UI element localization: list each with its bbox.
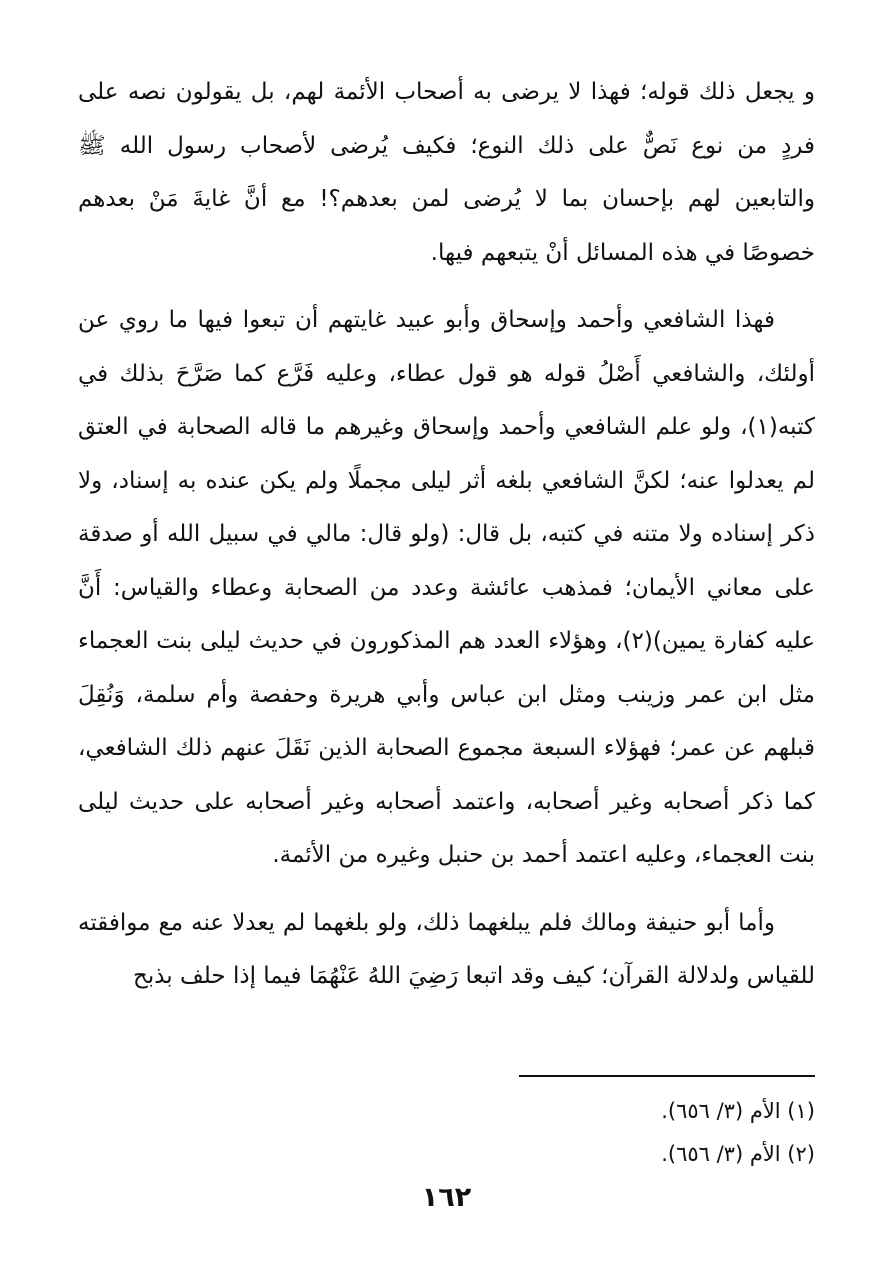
footnote-1: (١) الأم (٣/ ٦٥٦). [661,1099,815,1123]
page-number: ١٦٢ [421,1182,472,1213]
footnotes [415,1090,815,1176]
paragraph-2: فهذا الشافعي وأحمد وإسحاق وأبو عبيد غايتهم أن تبعوا فيها ما روي عن أولئك، والشافعي أَصْلُ قوله هو قول عطاء، وعليه فَرَّع كما صَرَّحَ بذلك في كتبه(١)، ولو علم الشافعي وأحمد وإسحاق وغيرهم ما قاله الصحابة في العتق لم يعدلوا عنه؛ لكنَّ الشافعي بلغه أثر ليلى مجملًا ولم يكن عنده به إسناد، ولا ذكر إسناده ولا متنه في كتبه، بل قال: (ولو قال: مالي في سبيل الله أو صدقة على معاني الأيمان؛ فمذهب عائشة وعدد من الصحابة وعطاء والقياس: أَنَّ عليه كفارة يمين)(٢)، وهؤلاء العدد هم المذكورون في حديث ليلى بنت العجماء مثل ابن عمر وزينب ومثل ابن عباس وأبي هريرة وحفصة وأم سلمة، وَنُقِلَ قبلهم عن عمر؛ فهؤلاء السبعة مجموع الصحابة الذين نَقَلَ عنهم ذلك الشافعي، كما ذكر أصحابه وغير أصحابه، واعتمد أصحابه وغير أصحابه على حديث ليلى بنت العجماء، وعليه اعتمد أحمد بن حنبل وغيره من الأئمة. [78,307,815,868]
paragraph-1: و يجعل ذلك قوله؛ فهذا لا يرضى به أصحاب الأئمة لهم، بل يقولون نصه على فردٍ من نوع نَصٌّ على ذلك النوع؛ فكيف يُرضى لأصحاب رسول الله ﷺ والتابعين لهم بإحسان بما لا يُرضى لمن بعدهم؟! مع أنَّ غايةَ مَنْ بعدهم خصوصًا في هذه المسائل أنْ يتبعهم فيها. [78,79,815,266]
main-text [78,66,815,1004]
paragraph-3: وأما أبو حنيفة ومالك فلم يبلغهما ذلك، ولو بلغهما لم يعدلا عنه مع موافقته للقياس ولدلالة القرآن؛ كيف وقد اتبعا رَضِيَ اللهُ عَنْهُمَا فيما إذا حلف بذبح [78,909,815,989]
footnote-separator [519,1075,815,1077]
footnote-2: (٢) الأم (٣/ ٦٥٦). [661,1142,815,1166]
